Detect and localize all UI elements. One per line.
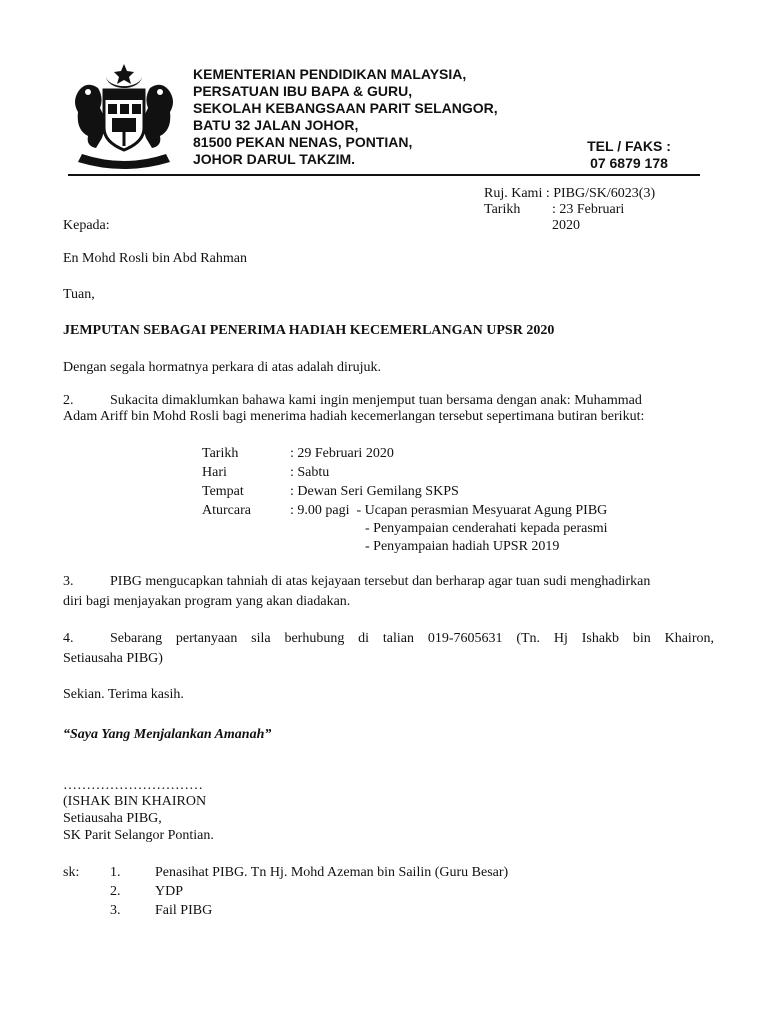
coat-of-arms-icon: [68, 62, 180, 170]
detail-tempat-label: Tempat: [202, 484, 244, 499]
paragraph-4-rest: Setiausaha PIBG): [63, 651, 163, 666]
recipient-name: En Mohd Rosli bin Abd Rahman: [63, 251, 247, 266]
contact-block: [586, 138, 672, 172]
letterhead-line: KEMENTERIAN PENDIDIKAN MALAYSIA,: [193, 66, 467, 82]
closing-line: Sekian. Terima kasih.: [63, 687, 184, 702]
detail-tarikh-value: : 29 Februari 2020: [290, 446, 394, 461]
detail-hari-value: : Sabtu: [290, 465, 330, 480]
paragraph-1: Dengan segala hormatnya perkara di atas adalah dirujuk.: [63, 360, 381, 375]
detail-hari-label: Hari: [202, 465, 227, 480]
paragraph-3-first-line: PIBG mengucapkan tahniah di atas kejayaan tersebut dan berharap agar tuan sudi menghadirkan: [110, 574, 651, 589]
sk-label: sk:: [63, 865, 80, 880]
signatory-school: SK Parit Selangor Pontian.: [63, 828, 214, 843]
letterhead-block: [193, 66, 498, 168]
salutation: Tuan,: [63, 287, 95, 302]
date-label: Tarikh: [484, 202, 521, 217]
tel-value: 07 6879 178: [590, 155, 668, 171]
detail-tempat-value: : Dewan Seri Gemilang SKPS: [290, 484, 459, 499]
letterhead-line: BATU 32 JALAN JOHOR,: [193, 117, 359, 133]
paragraph-2-first-line: Sukacita dimaklumkan bahawa kami ingin menjemput tuan bersama dengan anak: Muhammad: [110, 393, 642, 408]
paragraph-2-rest: Adam Ariff bin Mohd Rosli bagi menerima hadiah kecemerlangan tersebut sepertimana butiran berikut:: [63, 409, 645, 424]
signatory-title: Setiausaha PIBG,: [63, 811, 162, 826]
letterhead-line: 81500 PEKAN NENAS, PONTIAN,: [193, 134, 413, 150]
sk-item-text: YDP: [155, 884, 184, 899]
letterhead-line: JOHOR DARUL TAKZIM.: [193, 151, 356, 167]
header-divider: [68, 174, 700, 176]
paragraph-3-number: 3.: [63, 574, 74, 589]
motto: “Saya Yang Menjalankan Amanah”: [63, 727, 272, 742]
tel-label: TEL / FAKS :: [587, 138, 671, 154]
letterhead-line: PERSATUAN IBU BAPA & GURU,: [193, 83, 413, 99]
paragraph-2-number: 2.: [63, 393, 74, 408]
detail-tarikh-label: Tarikh: [202, 446, 239, 461]
letterhead-line: SEKOLAH KEBANGSAAN PARIT SELANGOR,: [193, 100, 498, 116]
paragraph-3-rest: diri bagi menjayakan program yang akan diadakan.: [63, 594, 351, 609]
paragraph-4-number: 4.: [63, 631, 74, 646]
detail-aturcara-item: - Penyampaian cenderahati kepada perasmi: [365, 521, 608, 536]
sk-item-number: 2.: [110, 884, 121, 899]
detail-aturcara-label: Aturcara: [202, 503, 251, 518]
sk-item-text: Fail PIBG: [155, 903, 213, 918]
paragraph-4-first-line: Sebarang pertanyaan sila berhubung di talian 019-7605631 (Tn. Hj Ishakb bin Khairon,: [110, 631, 714, 646]
sk-item-text: Penasihat PIBG. Tn Hj. Mohd Azeman bin Sailin (Guru Besar): [155, 865, 509, 880]
detail-aturcara-item: : 9.00 pagi - Ucapan perasmian Mesyuarat Agung PIBG: [290, 503, 608, 518]
detail-aturcara-item: - Penyampaian hadiah UPSR 2019: [365, 539, 560, 554]
ruj-kami: Ruj. Kami : PIBG/SK/6023(3): [484, 186, 656, 201]
subject-heading: JEMPUTAN SEBAGAI PENERIMA HADIAH KECEMERLANGAN UPSR 2020: [63, 323, 555, 338]
sk-item-number: 3.: [110, 903, 121, 918]
signature-dots: …………………………: [63, 778, 203, 793]
signatory-name: (ISHAK BIN KHAIRON: [63, 794, 207, 809]
sk-item-number: 1.: [110, 865, 121, 880]
date-value: : 23 Februari 2020: [552, 202, 625, 233]
kepada-label: Kepada:: [63, 218, 110, 233]
reference-block: [484, 186, 656, 233]
